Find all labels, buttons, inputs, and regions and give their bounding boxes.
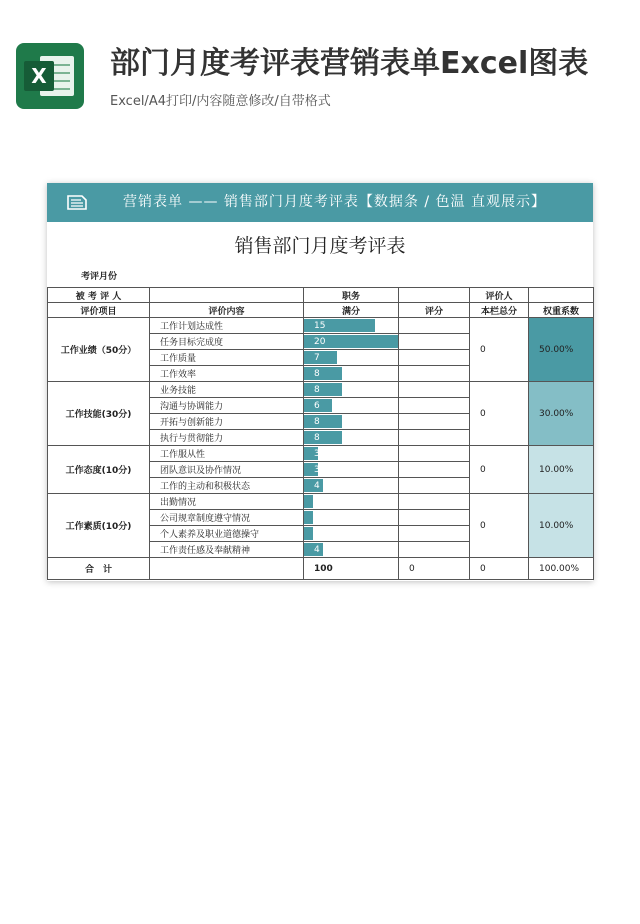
column-header: 权重系数 bbox=[529, 303, 594, 318]
page-title: 部门月度考评表营销表单Excel图表 bbox=[110, 46, 589, 81]
full-score-cell bbox=[304, 446, 399, 462]
full-score-cell bbox=[304, 430, 399, 446]
total-section-total: 0 bbox=[470, 558, 529, 580]
full-score-value: 4 bbox=[314, 544, 320, 555]
weight-cell: 10.00% bbox=[529, 494, 594, 558]
evaluatee-label: 被 考 评 人 bbox=[48, 288, 150, 303]
item-content: 团队意识及协作情况 bbox=[150, 462, 304, 478]
excel-app-icon bbox=[16, 43, 84, 109]
section-total: 0 bbox=[470, 382, 529, 446]
full-score-value: 3 bbox=[314, 464, 320, 475]
sheet-title: 销售部门月度考评表 bbox=[234, 235, 406, 257]
full-score-cell bbox=[304, 334, 399, 350]
full-score-cell bbox=[304, 462, 399, 478]
score-input-cell[interactable] bbox=[399, 414, 470, 430]
full-score-value: 2 bbox=[314, 496, 320, 507]
full-score-cell bbox=[304, 526, 399, 542]
sheet-banner bbox=[47, 183, 593, 222]
item-content: 工作计划达成性 bbox=[150, 318, 304, 334]
position-label: 职务 bbox=[304, 288, 399, 303]
full-score-value: 7 bbox=[314, 352, 320, 363]
full-score-cell bbox=[304, 398, 399, 414]
score-input-cell[interactable] bbox=[399, 494, 470, 510]
total-row bbox=[48, 558, 594, 580]
score-input-cell[interactable] bbox=[399, 510, 470, 526]
full-score-value: 8 bbox=[314, 384, 320, 395]
full-score-cell bbox=[304, 494, 399, 510]
full-score-value: 20 bbox=[314, 336, 326, 347]
section-total: 0 bbox=[470, 446, 529, 494]
full-score-cell bbox=[304, 510, 399, 526]
column-header: 满分 bbox=[304, 303, 399, 318]
group-name: 工作态度(10分) bbox=[48, 446, 150, 494]
full-score-cell bbox=[304, 318, 399, 334]
full-score-value: 4 bbox=[314, 480, 320, 491]
score-input-cell[interactable] bbox=[399, 446, 470, 462]
column-header-row bbox=[48, 303, 594, 318]
item-content: 工作责任感及奉献精神 bbox=[150, 542, 304, 558]
evaluation-month-label: 考评月份 bbox=[81, 272, 118, 282]
full-score-cell bbox=[304, 414, 399, 430]
weight-cell: 50.00% bbox=[529, 318, 594, 382]
evaluatee-value[interactable] bbox=[150, 288, 304, 303]
score-input-cell[interactable] bbox=[399, 382, 470, 398]
group-name: 工作业绩（50分） bbox=[48, 318, 150, 382]
section-total: 0 bbox=[470, 318, 529, 382]
full-score-value: 8 bbox=[314, 432, 320, 443]
item-content: 个人素养及职业道德操守 bbox=[150, 526, 304, 542]
score-input-cell[interactable] bbox=[399, 478, 470, 494]
weight-cell: 10.00% bbox=[529, 446, 594, 494]
full-score-value: 15 bbox=[314, 320, 326, 331]
score-input-cell[interactable] bbox=[399, 526, 470, 542]
score-input-cell[interactable] bbox=[399, 542, 470, 558]
banner-text: 营销表单 —— 销售部门月度考评表【数据条 / 色温 直观展示】 bbox=[123, 194, 546, 210]
item-row bbox=[48, 494, 594, 510]
item-content: 沟通与协调能力 bbox=[150, 398, 304, 414]
score-input-cell[interactable] bbox=[399, 350, 470, 366]
full-score-cell bbox=[304, 382, 399, 398]
full-score-cell bbox=[304, 478, 399, 494]
item-row bbox=[48, 318, 594, 334]
full-score-value: 8 bbox=[314, 368, 320, 379]
full-score-value: 6 bbox=[314, 400, 320, 411]
item-content: 开拓与创新能力 bbox=[150, 414, 304, 430]
excel-x-glyph: X bbox=[24, 61, 54, 91]
item-content: 工作服从性 bbox=[150, 446, 304, 462]
document-icon bbox=[66, 193, 88, 211]
total-weight: 100.00% bbox=[529, 558, 594, 580]
position-value[interactable] bbox=[399, 288, 470, 303]
total-label: 合 计 bbox=[48, 558, 150, 580]
item-row bbox=[48, 446, 594, 462]
total-score: 0 bbox=[399, 558, 470, 580]
score-input-cell[interactable] bbox=[399, 334, 470, 350]
item-content: 出勤情况 bbox=[150, 494, 304, 510]
score-input-cell[interactable] bbox=[399, 398, 470, 414]
column-header: 评分 bbox=[399, 303, 470, 318]
score-input-cell[interactable] bbox=[399, 430, 470, 446]
score-input-cell[interactable] bbox=[399, 318, 470, 334]
column-header: 本栏总分 bbox=[470, 303, 529, 318]
full-score-value: 2 bbox=[314, 512, 320, 523]
evaluator-value[interactable] bbox=[529, 288, 594, 303]
full-score-value: 2 bbox=[314, 528, 320, 539]
item-row bbox=[48, 382, 594, 398]
score-input-cell[interactable] bbox=[399, 462, 470, 478]
column-header: 评价项目 bbox=[48, 303, 150, 318]
item-content: 工作效率 bbox=[150, 366, 304, 382]
evaluatee-row bbox=[48, 288, 594, 303]
item-content: 业务技能 bbox=[150, 382, 304, 398]
item-content: 任务目标完成度 bbox=[150, 334, 304, 350]
group-name: 工作素质(10分) bbox=[48, 494, 150, 558]
total-full-score: 100 bbox=[304, 558, 399, 580]
item-content: 执行与贯彻能力 bbox=[150, 430, 304, 446]
full-score-cell bbox=[304, 542, 399, 558]
section-total: 0 bbox=[470, 494, 529, 558]
spreadsheet-preview bbox=[47, 183, 593, 581]
evaluation-table bbox=[47, 287, 594, 580]
weight-cell: 30.00% bbox=[529, 382, 594, 446]
item-content: 公司规章制度遵守情况 bbox=[150, 510, 304, 526]
full-score-cell bbox=[304, 350, 399, 366]
full-score-value: 3 bbox=[314, 448, 320, 459]
evaluator-label: 评价人 bbox=[470, 288, 529, 303]
group-name: 工作技能(30分) bbox=[48, 382, 150, 446]
column-header: 评价内容 bbox=[150, 303, 304, 318]
item-content: 工作质量 bbox=[150, 350, 304, 366]
page-subtitle: Excel/A4打印/内容随意修改/自带格式 bbox=[110, 94, 331, 109]
full-score-cell bbox=[304, 366, 399, 382]
score-input-cell[interactable] bbox=[399, 366, 470, 382]
item-content: 工作的主动和积极状态 bbox=[150, 478, 304, 494]
full-score-value: 8 bbox=[314, 416, 320, 427]
